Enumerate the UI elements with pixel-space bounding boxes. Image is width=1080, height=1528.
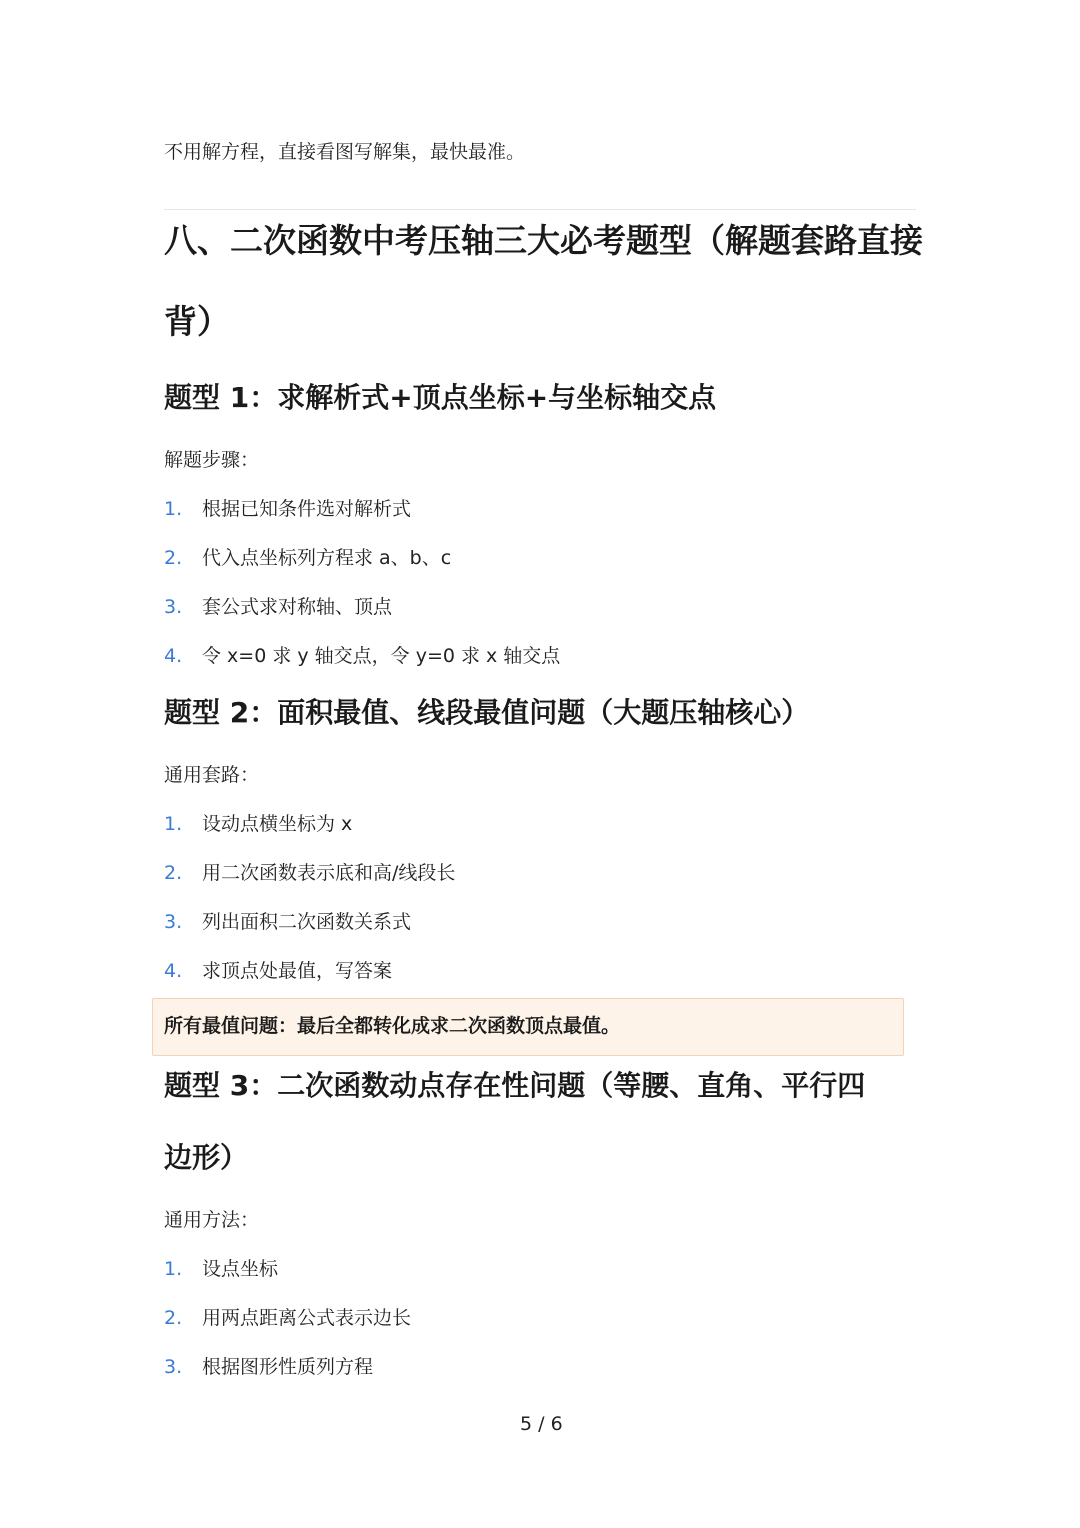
type3-heading-line1: 题型 3：二次函数动点存在性问题（等腰、直角、平行四: [164, 1069, 866, 1102]
list-number: 3.: [164, 911, 183, 933]
list-item-text: 套公式求对称轴、顶点: [202, 596, 393, 618]
list-number: 2.: [164, 547, 183, 569]
list-item: [164, 1355, 373, 1379]
list-number: 2.: [164, 1307, 183, 1329]
list-item-text: 根据图形性质列方程: [202, 1356, 374, 1378]
list-item-text: 设点坐标: [202, 1258, 279, 1280]
list-number: 1.: [164, 498, 183, 520]
list-item: [164, 546, 451, 570]
list-number: 1.: [164, 813, 183, 835]
list-item: [164, 861, 455, 885]
list-item-text: 令 x=0 求 y 轴交点，令 y=0 求 x 轴交点: [202, 645, 561, 667]
list-item-text: 用二次函数表示底和高/线段长: [202, 862, 456, 884]
list-item: [164, 910, 411, 934]
list-number: 4.: [164, 960, 183, 982]
list-number: 2.: [164, 862, 183, 884]
list-item: [164, 812, 352, 836]
list-number: 1.: [164, 1258, 183, 1280]
list-item-text: 代入点坐标列方程求 a、b、c: [202, 547, 452, 569]
type3-label: 通用方法：: [164, 1209, 260, 1231]
type1-label: 解题步骤：: [164, 449, 260, 471]
page-number: 5 / 6: [520, 1413, 563, 1435]
type3-heading-line2: 边形）: [164, 1141, 249, 1174]
callout-text: 所有最值问题：最后全都转化成求二次函数顶点最值。: [164, 1015, 621, 1037]
list-item: [164, 595, 392, 619]
list-number: 3.: [164, 596, 183, 618]
section-title-line1: 八、二次函数中考压轴三大必考题型（解题套路直接: [164, 221, 923, 260]
section-title-line2: 背）: [164, 302, 230, 341]
list-item-text: 列出面积二次函数关系式: [202, 911, 412, 933]
list-item-text: 根据已知条件选对解析式: [202, 498, 412, 520]
type2-label: 通用套路：: [164, 764, 260, 786]
list-item-text: 设动点横坐标为 x: [202, 813, 353, 835]
list-item: [164, 644, 560, 668]
list-item-text: 用两点距离公式表示边长: [202, 1307, 412, 1329]
type1-heading: 题型 1：求解析式+顶点坐标+与坐标轴交点: [164, 381, 717, 414]
list-item: [164, 959, 392, 983]
callout-box: [152, 998, 904, 1056]
list-item-text: 求顶点处最值，写答案: [202, 960, 393, 982]
list-number: 3.: [164, 1356, 183, 1378]
section-divider: [164, 209, 916, 210]
list-item: [164, 497, 411, 521]
intro-paragraph: 不用解方程，直接看图写解集，最快最准。: [164, 141, 526, 163]
type2-heading: 题型 2：面积最值、线段最值问题（大题压轴核心）: [164, 696, 810, 729]
list-item: [164, 1306, 411, 1330]
list-number: 4.: [164, 645, 183, 667]
list-item: [164, 1257, 278, 1281]
